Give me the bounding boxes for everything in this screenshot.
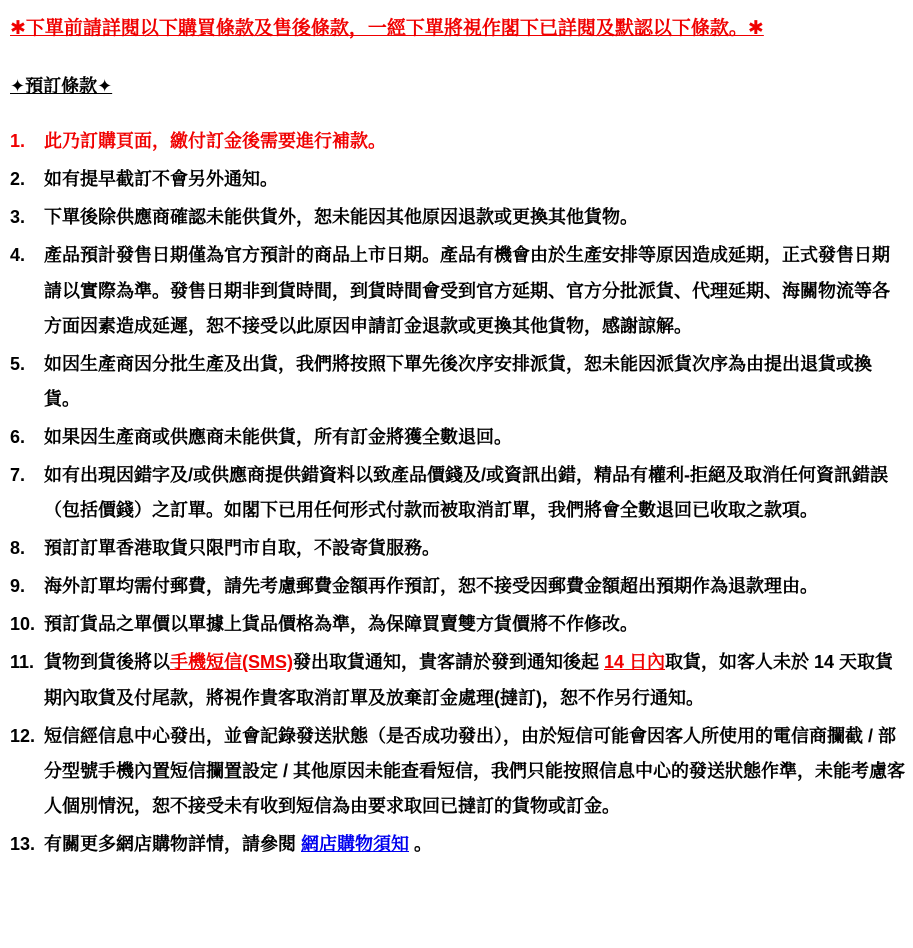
term-text-body <box>44 465 888 520</box>
term-text: 貨物到貨後將以 <box>44 652 170 673</box>
term-text-body <box>44 427 512 447</box>
term-text: 如有提早截訂不會另外通知。 <box>44 169 278 190</box>
term-text: 短信經信息中心發出，並會記錄發送狀態（是否成功發出），由於短信可能會因客人所使用的電信商攔截 / 部分型號手機內置短信攔置設定 / 其他原因未能查看短信，我們只能按照信息中心的發送狀態作準，未能考慮客人個別情況，恕不接受未有收到短信為由要求取回已撻訂的貨物或訂金。 <box>44 725 905 816</box>
term-text-body <box>44 131 386 151</box>
term-number: 9. <box>10 576 26 597</box>
term-text: 海外訂單均需付郵費，請先考慮郵費金額再作預訂，恕不接受因郵費金額超出預期作為退款理由。 <box>44 576 818 597</box>
term-item <box>8 458 905 528</box>
term-text: 預訂貨品之單價以單據上貨品價格為準，為保障買賣雙方貨價將不作修改。 <box>44 614 638 635</box>
term-text-body <box>44 652 893 707</box>
purchase-notice-header: ✱下單前請詳閱以下購買條款及售後條款，一經下單將視作閣下已詳閱及默認以下條款。✱ <box>10 18 764 39</box>
term-item <box>8 200 905 235</box>
term-text-body <box>44 207 638 227</box>
term-number: 10. <box>10 614 36 635</box>
term-text: 有關更多網店購物詳情，請參閱 <box>44 833 301 854</box>
term-item <box>8 719 905 824</box>
terms-list <box>8 124 905 862</box>
term-number: 3. <box>10 207 26 228</box>
term-text: 發出取貨通知，貴客請於發到通知後起 <box>293 652 604 673</box>
term-number: 12. <box>10 725 36 746</box>
term-text-body <box>44 169 278 189</box>
term-number: 4. <box>10 245 26 266</box>
term-item <box>8 569 905 604</box>
term-text-body <box>44 245 890 335</box>
term-number: 1. <box>10 131 26 152</box>
term-text: 如有出現因錯字及/或供應商提供錯資料以致產品價錢及/或資訊出錯，精品有權利-拒絕及取消任何資訊錯誤（包括價錢）之訂單。如閣下已用任何形式付款而被取消訂單，我們將會全數退回已收取之款項。 <box>44 464 888 521</box>
term-item <box>8 347 905 417</box>
term-text: 預訂訂單香港取貨只限門市自取，不設寄貨服務。 <box>44 538 440 559</box>
term-number: 13. <box>10 833 36 854</box>
term-item <box>8 124 905 159</box>
term-number: 11. <box>10 652 35 673</box>
term-number: 5. <box>10 353 26 374</box>
term-item <box>8 531 905 566</box>
term-number: 8. <box>10 538 26 559</box>
shop-guide-link[interactable]: 網店購物須知 <box>301 833 409 854</box>
term-number: 6. <box>10 426 26 447</box>
highlighted-text: 14 日內 <box>604 652 666 673</box>
term-item <box>8 420 905 455</box>
term-text-body <box>44 354 872 409</box>
term-text: 取貨，如客人未於 14 天取貨期內取貨及付尾款，將視作貴客取消訂單及放棄訂金處理(撻訂)，恕不作另行通知。 <box>44 652 894 708</box>
term-text-body <box>44 834 432 854</box>
highlighted-text: 手機短信(SMS) <box>170 652 293 673</box>
term-number: 7. <box>10 464 26 485</box>
term-text-body <box>44 538 440 558</box>
term-item <box>8 827 905 862</box>
term-item <box>8 162 905 197</box>
term-text: 下單後除供應商確認未能供貨外，恕未能因其他原因退款或更換其他貨物。 <box>44 207 638 228</box>
term-text-body <box>44 614 638 634</box>
term-number: 2. <box>10 169 26 190</box>
preorder-terms-section-title: ✦預訂條款✦ <box>10 76 113 97</box>
term-text: 此乃訂購頁面，繳付訂金後需要進行補款。 <box>44 131 386 152</box>
term-text: 產品預計發售日期僅為官方預計的商品上市日期。產品有機會由於生產安排等原因造成延期，正式發售日期請以實際為準。發售日期非到貨時間，到貨時間會受到官方延期、官方分批派貨、代理延期、海關物流等各方面因素造成延遲，恕不接受以此原因申請訂金退款或更換其他貨物，感謝諒解。 <box>44 245 890 336</box>
term-text-body <box>44 726 905 816</box>
term-text: 如因生產商因分批生產及出貨，我們將按照下單先後次序安排派貨，恕未能因派貨次序為由提出退貨或換貨。 <box>44 353 872 409</box>
term-text-body <box>44 576 818 596</box>
term-item <box>8 607 905 642</box>
term-item <box>8 238 905 343</box>
term-text: 如果因生產商或供應商未能供貨，所有訂金將獲全數退回。 <box>44 426 512 447</box>
term-item <box>8 645 905 715</box>
term-text: 。 <box>409 833 433 854</box>
